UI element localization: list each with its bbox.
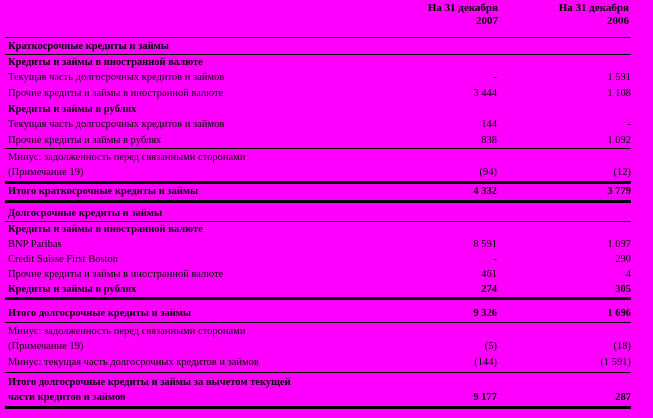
header-col-2007 — [404, 2, 498, 32]
value-2006: (18) — [613, 341, 631, 352]
table-row — [8, 252, 631, 267]
value-2007: 4 332 — [473, 186, 497, 197]
table-row — [8, 339, 631, 354]
table-row — [8, 165, 631, 180]
value-2007: (5) — [484, 341, 497, 352]
row-label: (Примечание 19) — [8, 167, 84, 178]
header-col-2006-line1: На 31 декабря — [558, 2, 629, 14]
row-label: Краткосрочные кредиты и займы — [8, 41, 169, 52]
table-row — [8, 102, 631, 117]
total-long-term-net-row — [8, 390, 631, 405]
value-2006: (1 591) — [600, 357, 631, 368]
row-label: Credit Suisse First Boston — [8, 254, 118, 265]
value-2006: 290 — [615, 254, 631, 265]
value-2007: 9 326 — [473, 308, 497, 319]
table-row — [8, 150, 631, 165]
table-row — [8, 267, 631, 282]
table-row — [8, 117, 631, 132]
total-long-term-row — [8, 306, 631, 321]
row-label: Итого долгосрочные кредиты и займы за вычетом текущей — [8, 377, 291, 388]
row-label: Текущая часть долгосрочных кредитов и займов — [8, 72, 225, 83]
table-row — [8, 222, 631, 237]
value-2006: - — [627, 119, 631, 130]
value-2007: 461 — [481, 269, 497, 280]
header-col-2006 — [535, 2, 629, 32]
header-col-2007-line2: 2007 — [476, 15, 498, 27]
value-2006: 1 097 — [607, 239, 631, 250]
table-row — [8, 70, 631, 85]
section-title-long-term — [8, 206, 631, 221]
value-2006: 1 696 — [607, 308, 631, 319]
table-row — [8, 86, 631, 101]
table-row — [8, 324, 631, 339]
total-short-term-row — [8, 184, 631, 199]
value-2007: 838 — [481, 135, 497, 146]
value-2006: 3 779 — [607, 186, 631, 197]
value-2006: 1 108 — [607, 88, 631, 99]
row-label: Кредиты и займы в иностранной валюте — [8, 224, 203, 235]
row-label: BNP Paribas — [8, 239, 62, 250]
value-2007: - — [493, 254, 497, 265]
row-label: Итого долгосрочные кредиты и займы — [8, 308, 192, 319]
value-2007: 8 591 — [473, 239, 497, 250]
value-2006: 305 — [615, 284, 631, 295]
divider-thick — [5, 406, 631, 409]
divider-thick — [5, 200, 631, 203]
row-label: Итого краткосрочные кредиты и займы — [8, 186, 199, 197]
value-2006: 4 — [625, 269, 631, 280]
divider-thick — [5, 297, 631, 300]
table-row — [8, 282, 631, 297]
row-label: части кредитов и займов — [8, 392, 126, 403]
value-2006: 1 092 — [607, 135, 631, 146]
row-label: Кредиты и займы в рублях — [8, 284, 137, 295]
table-row — [8, 355, 631, 370]
table-row — [8, 375, 631, 390]
row-label: Кредиты и займы в иностранной валюте — [8, 57, 203, 68]
header-col-2007-line1: На 31 декабря — [427, 2, 498, 14]
row-label: Прочие кредиты и займы в иностранной валюте — [8, 269, 224, 280]
value-2007: 144 — [481, 119, 497, 130]
row-label: Прочие кредиты и займы в иностранной валюте — [8, 88, 224, 99]
value-2006: 1 591 — [607, 72, 631, 83]
divider — [5, 322, 631, 323]
row-label: Текущая часть долгосрочных кредитов и займов — [8, 119, 225, 130]
row-label: Долгосрочные кредиты и займы — [8, 208, 163, 219]
divider — [5, 37, 631, 38]
row-label: Кредиты и займы в рублях — [8, 104, 137, 115]
value-2007: 274 — [481, 284, 497, 295]
value-2006: 287 — [615, 392, 631, 403]
value-2006: (12) — [613, 167, 631, 178]
table-row — [8, 237, 631, 252]
value-2007: (94) — [479, 167, 497, 178]
value-2007: - — [493, 72, 497, 83]
divider — [5, 372, 631, 373]
value-2007: 3 444 — [473, 88, 497, 99]
section-title-short-term — [8, 39, 631, 54]
divider — [5, 148, 631, 149]
row-label: Прочие кредиты и займы в рублях — [8, 135, 162, 146]
row-label: Минус: задолженность перед связанными сторонами — [8, 326, 246, 337]
row-label: (Примечание 19) — [8, 341, 84, 352]
row-label: Минус: задолженность перед связанными сторонами — [8, 152, 246, 163]
value-2007: (144) — [474, 357, 497, 368]
row-label: Минус: текущая часть долгосрочных кредитов и займов — [8, 357, 259, 368]
table-row — [8, 55, 631, 70]
header-col-2006-line2: 2006 — [607, 15, 629, 27]
value-2007: 9 177 — [473, 392, 497, 403]
table-row — [8, 133, 631, 148]
